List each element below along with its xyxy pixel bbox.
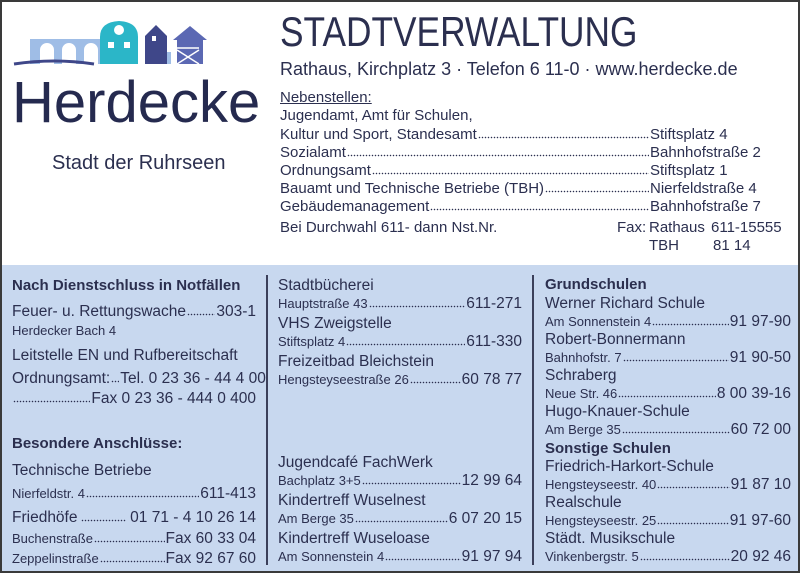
list-item — [12, 369, 266, 388]
list-item — [278, 471, 522, 490]
phone-number: 611-413 — [200, 485, 256, 503]
entry-name: Kindertreff Wuselnest — [278, 492, 426, 509]
phone-number: 8 00 39-16 — [716, 385, 791, 403]
leader-dots — [385, 547, 460, 561]
entry-address: Hengsteyseestraße 26 — [278, 372, 409, 388]
list-item — [545, 312, 791, 331]
leader-dots — [657, 511, 729, 525]
office-address: Stiftsplatz 1 — [650, 161, 728, 179]
entry-name: Städt. Musikschule — [545, 530, 676, 547]
list-item — [545, 384, 791, 403]
leader-dots — [362, 471, 461, 485]
list-item — [545, 511, 791, 530]
entry-address: Bahnhofstr. 7 — [545, 350, 622, 366]
list-item — [12, 302, 256, 321]
entry-name: Leitstelle EN und Rufbereitschaft — [12, 347, 238, 364]
entry-name: Hugo-Knauer-Schule — [545, 403, 690, 420]
entry-address: Herdecker Bach 4 — [12, 323, 117, 338]
page-title: STADTVERWALTUNG — [280, 8, 638, 55]
column-divider — [266, 275, 268, 565]
fax-number: 611-15555 — [711, 219, 782, 236]
fax-number: Fax 0 23 36 - 444 0 400 — [91, 389, 256, 407]
entry-name: Freizeitbad Bleichstein — [278, 353, 434, 370]
phone-number: 6 07 20 15 — [448, 510, 522, 528]
fax-label: Fax: — [617, 219, 647, 236]
leader-dots — [346, 332, 465, 346]
fax-name: Rathaus — [649, 219, 705, 236]
list-item — [280, 179, 770, 197]
entry-name: Zeppelinstraße — [12, 551, 99, 567]
list-item — [280, 161, 770, 179]
brand-name: Herdecke — [12, 70, 261, 135]
leader-dots — [94, 529, 165, 543]
phone-number: Tel. 0 23 36 - 44 4 00 — [120, 369, 266, 387]
phone-number: 611-271 — [466, 295, 522, 313]
city-skyline-logo-icon — [12, 12, 217, 67]
office-address: Bahnhofstraße 2 — [650, 143, 761, 161]
entry-name: VHS Zweigstelle — [278, 315, 392, 332]
leader-dots — [86, 484, 199, 498]
fax-number: Fax 92 67 60 — [165, 550, 256, 568]
brand-tagline: Stadt der Ruhrseen — [52, 152, 226, 174]
office-address: Nierfeldstraße 4 — [650, 179, 757, 197]
list-item — [12, 549, 256, 568]
office-name: Kultur und Sport, Standesamt — [280, 125, 477, 143]
entry-address: Bachplatz 3+5 — [278, 473, 361, 489]
leader-dots — [355, 509, 448, 523]
leader-dots — [372, 161, 649, 175]
list-item — [12, 484, 256, 503]
entry-name: Feuer- u. Rettungswache — [12, 302, 187, 320]
leader-dots — [81, 508, 126, 522]
entry-address: Neue Str. 46 — [545, 386, 618, 402]
entry-name: Buchenstraße — [12, 531, 93, 547]
leader-dots — [640, 547, 730, 561]
phone-number: 91 97-60 — [729, 512, 791, 530]
office-name: Ordnungsamt — [280, 161, 371, 179]
office-name: Sozialamt — [280, 143, 346, 161]
list-item — [545, 475, 791, 494]
entry-name: Realschule — [545, 494, 622, 511]
list-item — [278, 294, 522, 313]
section-heading: Besondere Anschlüsse: — [12, 435, 183, 452]
fax-number: Fax 60 33 04 — [165, 530, 256, 548]
phone-number: 01 71 - 4 10 26 14 — [130, 508, 256, 526]
leader-dots — [623, 348, 729, 362]
nebenstellen-intro: Jugendamt, Amt für Schulen, — [280, 107, 473, 124]
leader-dots — [187, 302, 215, 316]
entry-name: Stadtbücherei — [278, 277, 374, 294]
phone-number: 91 90-50 — [729, 349, 791, 367]
entry-name: Schraberg — [545, 367, 617, 384]
list-item — [278, 332, 522, 351]
leader-dots — [100, 549, 165, 563]
entry-address: Am Sonnenstein 4 — [545, 314, 652, 330]
list-item — [280, 125, 770, 143]
leader-dots — [618, 384, 716, 398]
list-item — [12, 389, 256, 408]
contact-line: Rathaus, Kirchplatz 3 · Telefon 6 11-0 · www.herdecke.de — [280, 59, 738, 79]
office-address: Stiftsplatz 4 — [650, 125, 728, 143]
office-address: Bahnhofstraße 7 — [650, 197, 761, 215]
entry-name: Jugendcafé FachWerk — [278, 454, 433, 471]
entry-name: Friedhöfe — [12, 508, 78, 526]
phone-number: 91 97-90 — [729, 313, 791, 331]
entry-address: Hauptstraße 43 — [278, 296, 368, 312]
entry-address: Vinkenbergstr. 5 — [545, 549, 639, 565]
column-divider — [532, 275, 534, 565]
entry-name: Werner Richard Schule — [545, 295, 705, 312]
phone-number: 91 87 10 — [730, 476, 791, 494]
directory-ad — [2, 2, 798, 571]
list-item — [278, 547, 522, 566]
leader-dots — [369, 294, 466, 308]
leader-dots — [657, 475, 729, 489]
fax-number: 81 14 — [713, 237, 751, 254]
entry-address: Am Sonnenstein 4 — [278, 549, 385, 565]
list-item — [12, 529, 256, 548]
leader-dots — [410, 370, 461, 384]
entry-name: Robert-Bonnermann — [545, 331, 686, 348]
entry-name: Ordnungsamt: — [12, 369, 111, 387]
section-heading: Grundschulen — [545, 276, 647, 293]
list-item — [280, 143, 770, 161]
list-item — [278, 509, 522, 528]
phone-number: 60 78 77 — [461, 371, 522, 389]
entry-address: Nierfeldstr. 4 — [12, 486, 85, 502]
section-heading: Nach Dienstschluss in Notfällen — [12, 277, 241, 294]
phone-number: 303-1 — [216, 302, 256, 320]
phone-number: 91 97 94 — [461, 548, 522, 566]
entry-address: Am Berge 35 — [545, 422, 621, 438]
list-item — [545, 547, 791, 566]
phone-number: 611-330 — [466, 333, 522, 351]
leader-dots — [13, 389, 90, 403]
list-item — [545, 420, 791, 439]
entry-address: Stiftsplatz 4 — [278, 334, 346, 350]
phone-number: 60 72 00 — [730, 421, 791, 439]
phone-number: 20 92 46 — [730, 548, 791, 566]
leader-dots — [622, 420, 730, 434]
leader-dots — [545, 179, 649, 193]
leader-dots — [652, 312, 729, 326]
nebenstellen-label: Nebenstellen: — [280, 89, 372, 106]
entry-address: Hengsteyseestr. 40 — [545, 477, 657, 493]
entry-name: Kindertreff Wuseloase — [278, 530, 430, 547]
office-name: Bauamt und Technische Betriebe (TBH) — [280, 179, 545, 197]
list-item — [12, 508, 256, 527]
fax-name: TBH — [649, 237, 679, 254]
leader-dots — [347, 143, 649, 157]
entry-address: Hengsteyseestr. 25 — [545, 513, 657, 529]
list-item — [545, 348, 791, 367]
leader-dots — [478, 125, 649, 139]
section-heading: Sonstige Schulen — [545, 440, 671, 457]
list-item — [278, 370, 522, 389]
durchwahl-note: Bei Durchwahl 611- dann Nst.Nr. — [280, 219, 498, 236]
leader-dots — [111, 369, 119, 383]
phone-number: 12 99 64 — [461, 472, 522, 490]
list-item — [280, 197, 770, 215]
contacts-panel — [2, 265, 798, 571]
entry-address: Am Berge 35 — [278, 511, 354, 527]
entry-name: Friedrich-Harkort-Schule — [545, 458, 714, 475]
leader-dots — [430, 197, 649, 211]
entry-name: Technische Betriebe — [12, 462, 152, 479]
office-name: Gebäudemanagement — [280, 197, 430, 215]
